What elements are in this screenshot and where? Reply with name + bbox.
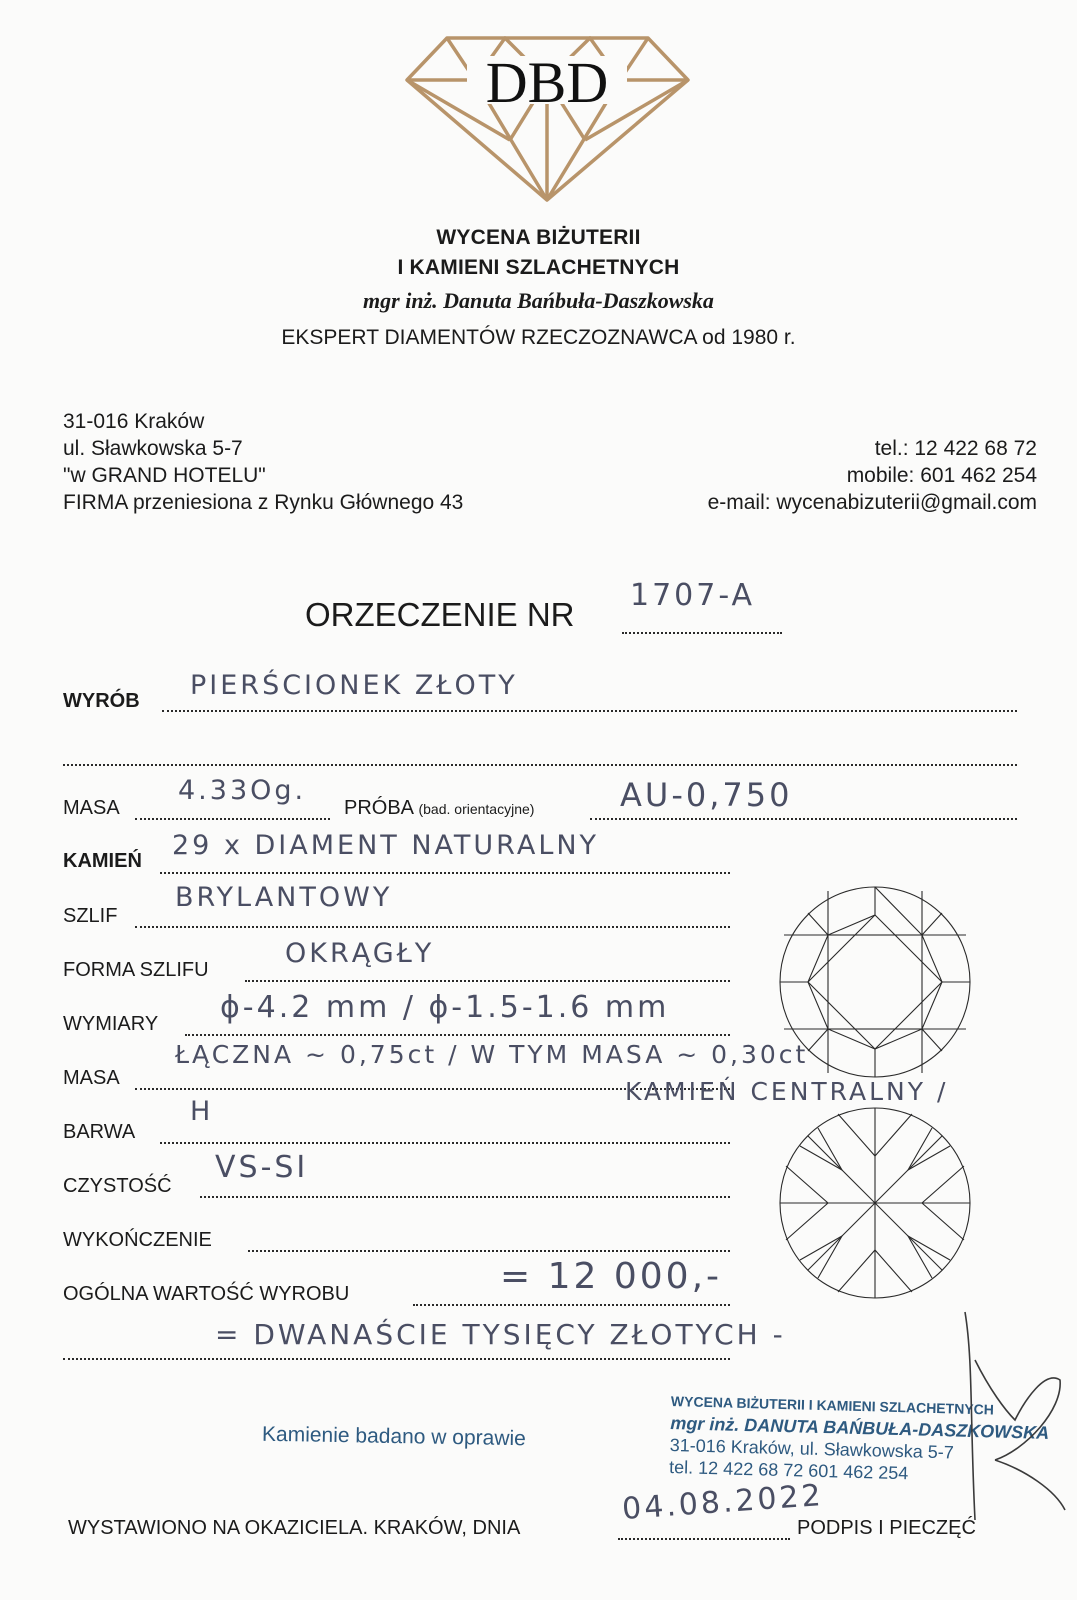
signature (935, 1300, 1075, 1550)
value-czystosc: VS-SI (215, 1150, 309, 1185)
contact-mobile: mobile: 601 462 254 (846, 464, 1037, 487)
label-szlif: SZLIF (63, 905, 118, 927)
stamp-line2: mgr inż. DANUTA BAŃBUŁA-DASZKOWSKA (670, 1413, 1050, 1443)
label-wyrob: WYRÓB (63, 690, 140, 712)
certificate-title: ORZECZENIE NR (305, 596, 575, 633)
value-masa2-cont: KAMIEŃ CENTRALNY / (625, 1077, 949, 1106)
value-szlif: BRYLANTOWY (175, 882, 393, 913)
value-ogolna: = 12 000,- (500, 1256, 723, 1297)
value-kamien: 29 x DIAMENT NATURALNY (172, 830, 600, 861)
header-line1: WYCENA BIŻUTERII (436, 226, 641, 249)
footer-issued: WYSTAWIONO NA OKAZICIELA. KRAKÓW, DNIA (68, 1517, 521, 1539)
value-masa: 4.33Og. (178, 775, 307, 806)
address-line: ul. Sławkowska 5-7 (63, 437, 243, 460)
address-line: 31-016 Kraków (63, 410, 205, 433)
value-barwa: H (190, 1096, 214, 1127)
value-words: = DWANAŚCIE TYSIĘCY ZŁOTYCH - (215, 1318, 786, 1351)
label-wykonczenie: WYKOŃCZENIE (63, 1229, 212, 1251)
header-subtitle: EKSPERT DIAMENTÓW RZECZOZNAWCA od 1980 r. (281, 326, 796, 349)
diamond-top-view-diagram (778, 885, 972, 1079)
value-proba: AU-0,750 (620, 776, 793, 814)
stamp-line1: WYCENA BIŻUTERII I KAMIENI SZLACHETNYCH (670, 1393, 995, 1418)
address-line: FIRMA przeniesiona z Rynku Głównego 43 (63, 491, 464, 514)
address-line: "w GRAND HOTELU" (63, 464, 266, 487)
label-barwa: BARWA (63, 1121, 136, 1143)
logo-monogram: DBD (485, 50, 609, 115)
note-stamp: Kamienie badano w oprawie (261, 1422, 527, 1451)
diamond-logo (405, 30, 690, 205)
stamp-line3: 31-016 Kraków, ul. Sławkowska 5-7 (669, 1435, 955, 1463)
value-forma: OKRĄGŁY (285, 938, 435, 969)
expert-name: mgr inż. Danuta Bańbuła-Daszkowska (363, 288, 714, 313)
label-kamien: KAMIEŃ (63, 850, 142, 872)
stamp-line4: tel. 12 422 68 72 601 462 254 (668, 1457, 909, 1484)
header-line2: I KAMIENI SZLACHETNYCH (397, 256, 680, 279)
label-proba: PRÓBA (bad. orientacyjne) (344, 797, 535, 819)
value-wyrob: PIERŚCIONEK ZŁOTY (190, 670, 518, 701)
label-czystosc: CZYSTOŚĆ (63, 1175, 172, 1197)
value-wymiary: ϕ-4.2 mm / ϕ-1.5-1.6 mm (220, 990, 670, 1025)
label-wymiary: WYMIARY (63, 1013, 159, 1035)
label-masa2: MASA (63, 1067, 120, 1089)
contact-tel: tel.: 12 422 68 72 (874, 437, 1037, 460)
contact-email: e-mail: wycenabizuterii@gmail.com (707, 491, 1037, 514)
certificate-number: 1707-A (630, 578, 756, 613)
label-ogolna: OGÓLNA WARTOŚĆ WYROBU (63, 1283, 350, 1305)
diamond-bottom-view-diagram (778, 1106, 972, 1300)
label-masa: MASA (63, 797, 120, 819)
contact-block (708, 435, 1037, 516)
value-masa2: ŁĄCZNA ~ 0,75ct / W TYM MASA ~ 0,30ct (175, 1040, 809, 1069)
footer-date: 04.08.2022 (621, 1478, 825, 1527)
address-block (63, 408, 463, 516)
label-forma: FORMA SZLIFU (63, 959, 209, 981)
footer-signature-label: PODPIS I PIECZĘĆ (797, 1517, 976, 1539)
